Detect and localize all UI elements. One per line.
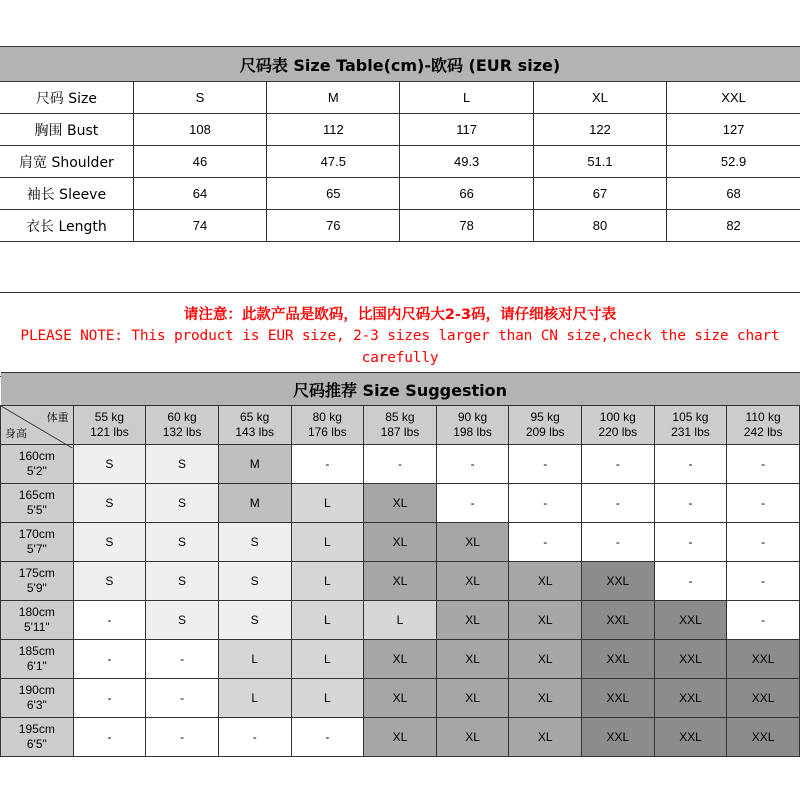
size-table-cell: 78: [400, 210, 533, 242]
table-row: [1, 718, 800, 757]
weight-column-header: 65 kg 143 lbs: [218, 406, 291, 445]
size-table-col-header: M: [267, 82, 400, 114]
size-table-cell: 47.5: [267, 146, 400, 178]
size-table-cell: 80: [533, 210, 666, 242]
suggestion-title-row: [1, 373, 800, 406]
size-table-cell: 49.3: [400, 146, 533, 178]
size-suggestion-cell: -: [509, 445, 582, 484]
size-suggestion-cell: -: [582, 523, 655, 562]
table-row: [1, 445, 800, 484]
size-table-col-header: 尺码 Size: [0, 82, 133, 114]
size-suggestion-section: [0, 372, 800, 757]
size-suggestion-cell: -: [436, 484, 509, 523]
table-row: [1, 523, 800, 562]
size-suggestion-cell: S: [146, 484, 219, 523]
size-suggestion-cell: XL: [364, 562, 437, 601]
size-suggestion-cell: S: [218, 601, 291, 640]
size-suggestion-cell: -: [146, 718, 219, 757]
size-table-title-row: [0, 47, 800, 82]
size-table-section: [0, 46, 800, 242]
size-suggestion-cell: M: [218, 445, 291, 484]
size-suggestion-cell: -: [509, 523, 582, 562]
size-suggestion-cell: -: [727, 601, 800, 640]
size-suggestion-table: [0, 372, 800, 757]
size-table-cell: 76: [267, 210, 400, 242]
size-table-cell: 64: [133, 178, 266, 210]
size-suggestion-cell: XXL: [654, 718, 727, 757]
size-suggestion-cell: L: [364, 601, 437, 640]
size-suggestion-cell: XXL: [582, 718, 655, 757]
size-suggestion-cell: XL: [364, 640, 437, 679]
size-suggestion-cell: L: [291, 523, 364, 562]
size-suggestion-cell: XXL: [727, 640, 800, 679]
suggestion-header-row: [1, 406, 800, 445]
size-suggestion-cell: S: [218, 523, 291, 562]
size-suggestion-cell: XL: [509, 601, 582, 640]
size-table-cell: 65: [267, 178, 400, 210]
size-suggestion-cell: XL: [436, 562, 509, 601]
size-table-cell: 66: [400, 178, 533, 210]
weight-column-header: 85 kg 187 lbs: [364, 406, 437, 445]
table-row: [0, 146, 800, 178]
size-suggestion-cell: XXL: [582, 640, 655, 679]
size-table-cell: 108: [133, 114, 266, 146]
size-suggestion-cell: XXL: [582, 679, 655, 718]
size-table-cell: 52.9: [667, 146, 800, 178]
weight-column-header: 60 kg 132 lbs: [146, 406, 219, 445]
table-row: [1, 562, 800, 601]
size-table-cell: 112: [267, 114, 400, 146]
size-suggestion-cell: -: [146, 679, 219, 718]
size-suggestion-cell: S: [146, 562, 219, 601]
size-suggestion-cell: -: [727, 445, 800, 484]
size-suggestion-cell: -: [654, 523, 727, 562]
table-row: [1, 601, 800, 640]
size-table-col-header: S: [133, 82, 266, 114]
height-row-header: 185cm 6'1": [1, 640, 74, 679]
size-suggestion-cell: -: [727, 562, 800, 601]
size-table-col-header: L: [400, 82, 533, 114]
size-suggestion-cell: S: [73, 523, 146, 562]
size-suggestion-cell: XL: [436, 718, 509, 757]
size-suggestion-cell: -: [582, 484, 655, 523]
size-table-cell: 68: [667, 178, 800, 210]
size-table-header-row: [0, 82, 800, 114]
size-suggestion-cell: -: [73, 601, 146, 640]
table-row: [0, 178, 800, 210]
notice-line-en: PLEASE NOTE: This product is EUR size, 2-3 sizes larger than CN size,check the size chart carefully: [20, 328, 780, 366]
size-suggestion-cell: XXL: [654, 679, 727, 718]
height-row-header: 180cm 5'11": [1, 601, 74, 640]
table-row: [0, 210, 800, 242]
size-table-row-label: 衣长 Length: [0, 210, 133, 242]
weight-column-header: 80 kg 176 lbs: [291, 406, 364, 445]
size-suggestion-cell: L: [291, 679, 364, 718]
height-row-header: 190cm 6'3": [1, 679, 74, 718]
size-suggestion-cell: -: [582, 445, 655, 484]
size-suggestion-cell: XL: [364, 523, 437, 562]
height-row-header: 170cm 5'7": [1, 523, 74, 562]
size-table-row-label: 袖长 Sleeve: [0, 178, 133, 210]
size-suggestion-cell: S: [73, 562, 146, 601]
size-suggestion-cell: S: [73, 445, 146, 484]
table-row: [1, 679, 800, 718]
table-row: [0, 114, 800, 146]
size-suggestion-cell: XXL: [582, 562, 655, 601]
size-table-col-header: XL: [533, 82, 666, 114]
size-notice: [0, 292, 800, 377]
weight-axis-label: 体重: [46, 411, 69, 424]
axis-corner-cell: [1, 406, 74, 445]
height-row-header: 160cm 5'2": [1, 445, 74, 484]
size-suggestion-cell: -: [218, 718, 291, 757]
size-suggestion-cell: XL: [364, 484, 437, 523]
height-axis-label: 身高: [5, 427, 27, 440]
weight-column-header: 95 kg 209 lbs: [509, 406, 582, 445]
size-table-row-label: 胸围 Bust: [0, 114, 133, 146]
size-suggestion-cell: -: [654, 562, 727, 601]
size-suggestion-cell: XL: [436, 601, 509, 640]
weight-column-header: 100 kg 220 lbs: [582, 406, 655, 445]
size-suggestion-cell: XXL: [727, 679, 800, 718]
height-row-header: 175cm 5'9": [1, 562, 74, 601]
size-suggestion-cell: S: [146, 601, 219, 640]
size-table-cell: 122: [533, 114, 666, 146]
size-table-title: 尺码表 Size Table(cm)-欧码 (EUR size): [0, 47, 800, 82]
size-table-cell: 127: [667, 114, 800, 146]
size-suggestion-cell: XL: [509, 679, 582, 718]
size-suggestion-cell: XL: [436, 679, 509, 718]
size-suggestion-cell: -: [73, 718, 146, 757]
weight-column-header: 90 kg 198 lbs: [436, 406, 509, 445]
size-suggestion-cell: S: [73, 484, 146, 523]
size-suggestion-cell: -: [727, 484, 800, 523]
size-suggestion-cell: S: [146, 445, 219, 484]
notice-line-cn: 请注意：此款产品是欧码，比国内尺码大2-3码，请仔细核对尺寸表: [183, 307, 617, 323]
size-suggestion-cell: XXL: [654, 601, 727, 640]
size-suggestion-cell: S: [218, 562, 291, 601]
size-suggestion-cell: XL: [436, 640, 509, 679]
size-suggestion-cell: -: [436, 445, 509, 484]
size-table-cell: 82: [667, 210, 800, 242]
height-row-header: 165cm 5'5": [1, 484, 74, 523]
size-suggestion-cell: L: [218, 640, 291, 679]
size-suggestion-cell: XL: [436, 523, 509, 562]
size-suggestion-cell: L: [291, 562, 364, 601]
size-table-col-header: XXL: [667, 82, 800, 114]
size-suggestion-cell: -: [364, 445, 437, 484]
size-suggestion-cell: L: [291, 640, 364, 679]
size-suggestion-cell: XL: [364, 679, 437, 718]
size-suggestion-cell: XL: [509, 562, 582, 601]
size-suggestion-cell: -: [291, 718, 364, 757]
size-suggestion-cell: M: [218, 484, 291, 523]
size-suggestion-cell: XXL: [582, 601, 655, 640]
size-suggestion-cell: -: [509, 484, 582, 523]
size-suggestion-cell: -: [727, 523, 800, 562]
size-table-row-label: 肩宽 Shoulder: [0, 146, 133, 178]
size-suggestion-cell: -: [654, 445, 727, 484]
table-row: [1, 484, 800, 523]
suggestion-title: 尺码推荐 Size Suggestion: [1, 373, 800, 406]
size-suggestion-cell: -: [73, 679, 146, 718]
table-row: [1, 640, 800, 679]
size-suggestion-cell: XXL: [654, 640, 727, 679]
size-suggestion-cell: XL: [509, 640, 582, 679]
size-suggestion-cell: XXL: [727, 718, 800, 757]
size-suggestion-cell: XL: [509, 718, 582, 757]
size-suggestion-cell: S: [146, 523, 219, 562]
size-suggestion-cell: L: [291, 601, 364, 640]
weight-column-header: 110 kg 242 lbs: [727, 406, 800, 445]
size-table-cell: 46: [133, 146, 266, 178]
size-table-cell: 117: [400, 114, 533, 146]
size-suggestion-cell: -: [291, 445, 364, 484]
size-table-cell: 51.1: [533, 146, 666, 178]
height-row-header: 195cm 6'5": [1, 718, 74, 757]
size-suggestion-cell: L: [291, 484, 364, 523]
size-suggestion-cell: -: [73, 640, 146, 679]
size-table-cell: 74: [133, 210, 266, 242]
size-suggestion-cell: -: [654, 484, 727, 523]
size-table: [0, 46, 800, 242]
size-suggestion-cell: L: [218, 679, 291, 718]
size-suggestion-cell: XL: [364, 718, 437, 757]
weight-column-header: 55 kg 121 lbs: [73, 406, 146, 445]
weight-column-header: 105 kg 231 lbs: [654, 406, 727, 445]
size-suggestion-cell: -: [146, 640, 219, 679]
size-table-cell: 67: [533, 178, 666, 210]
